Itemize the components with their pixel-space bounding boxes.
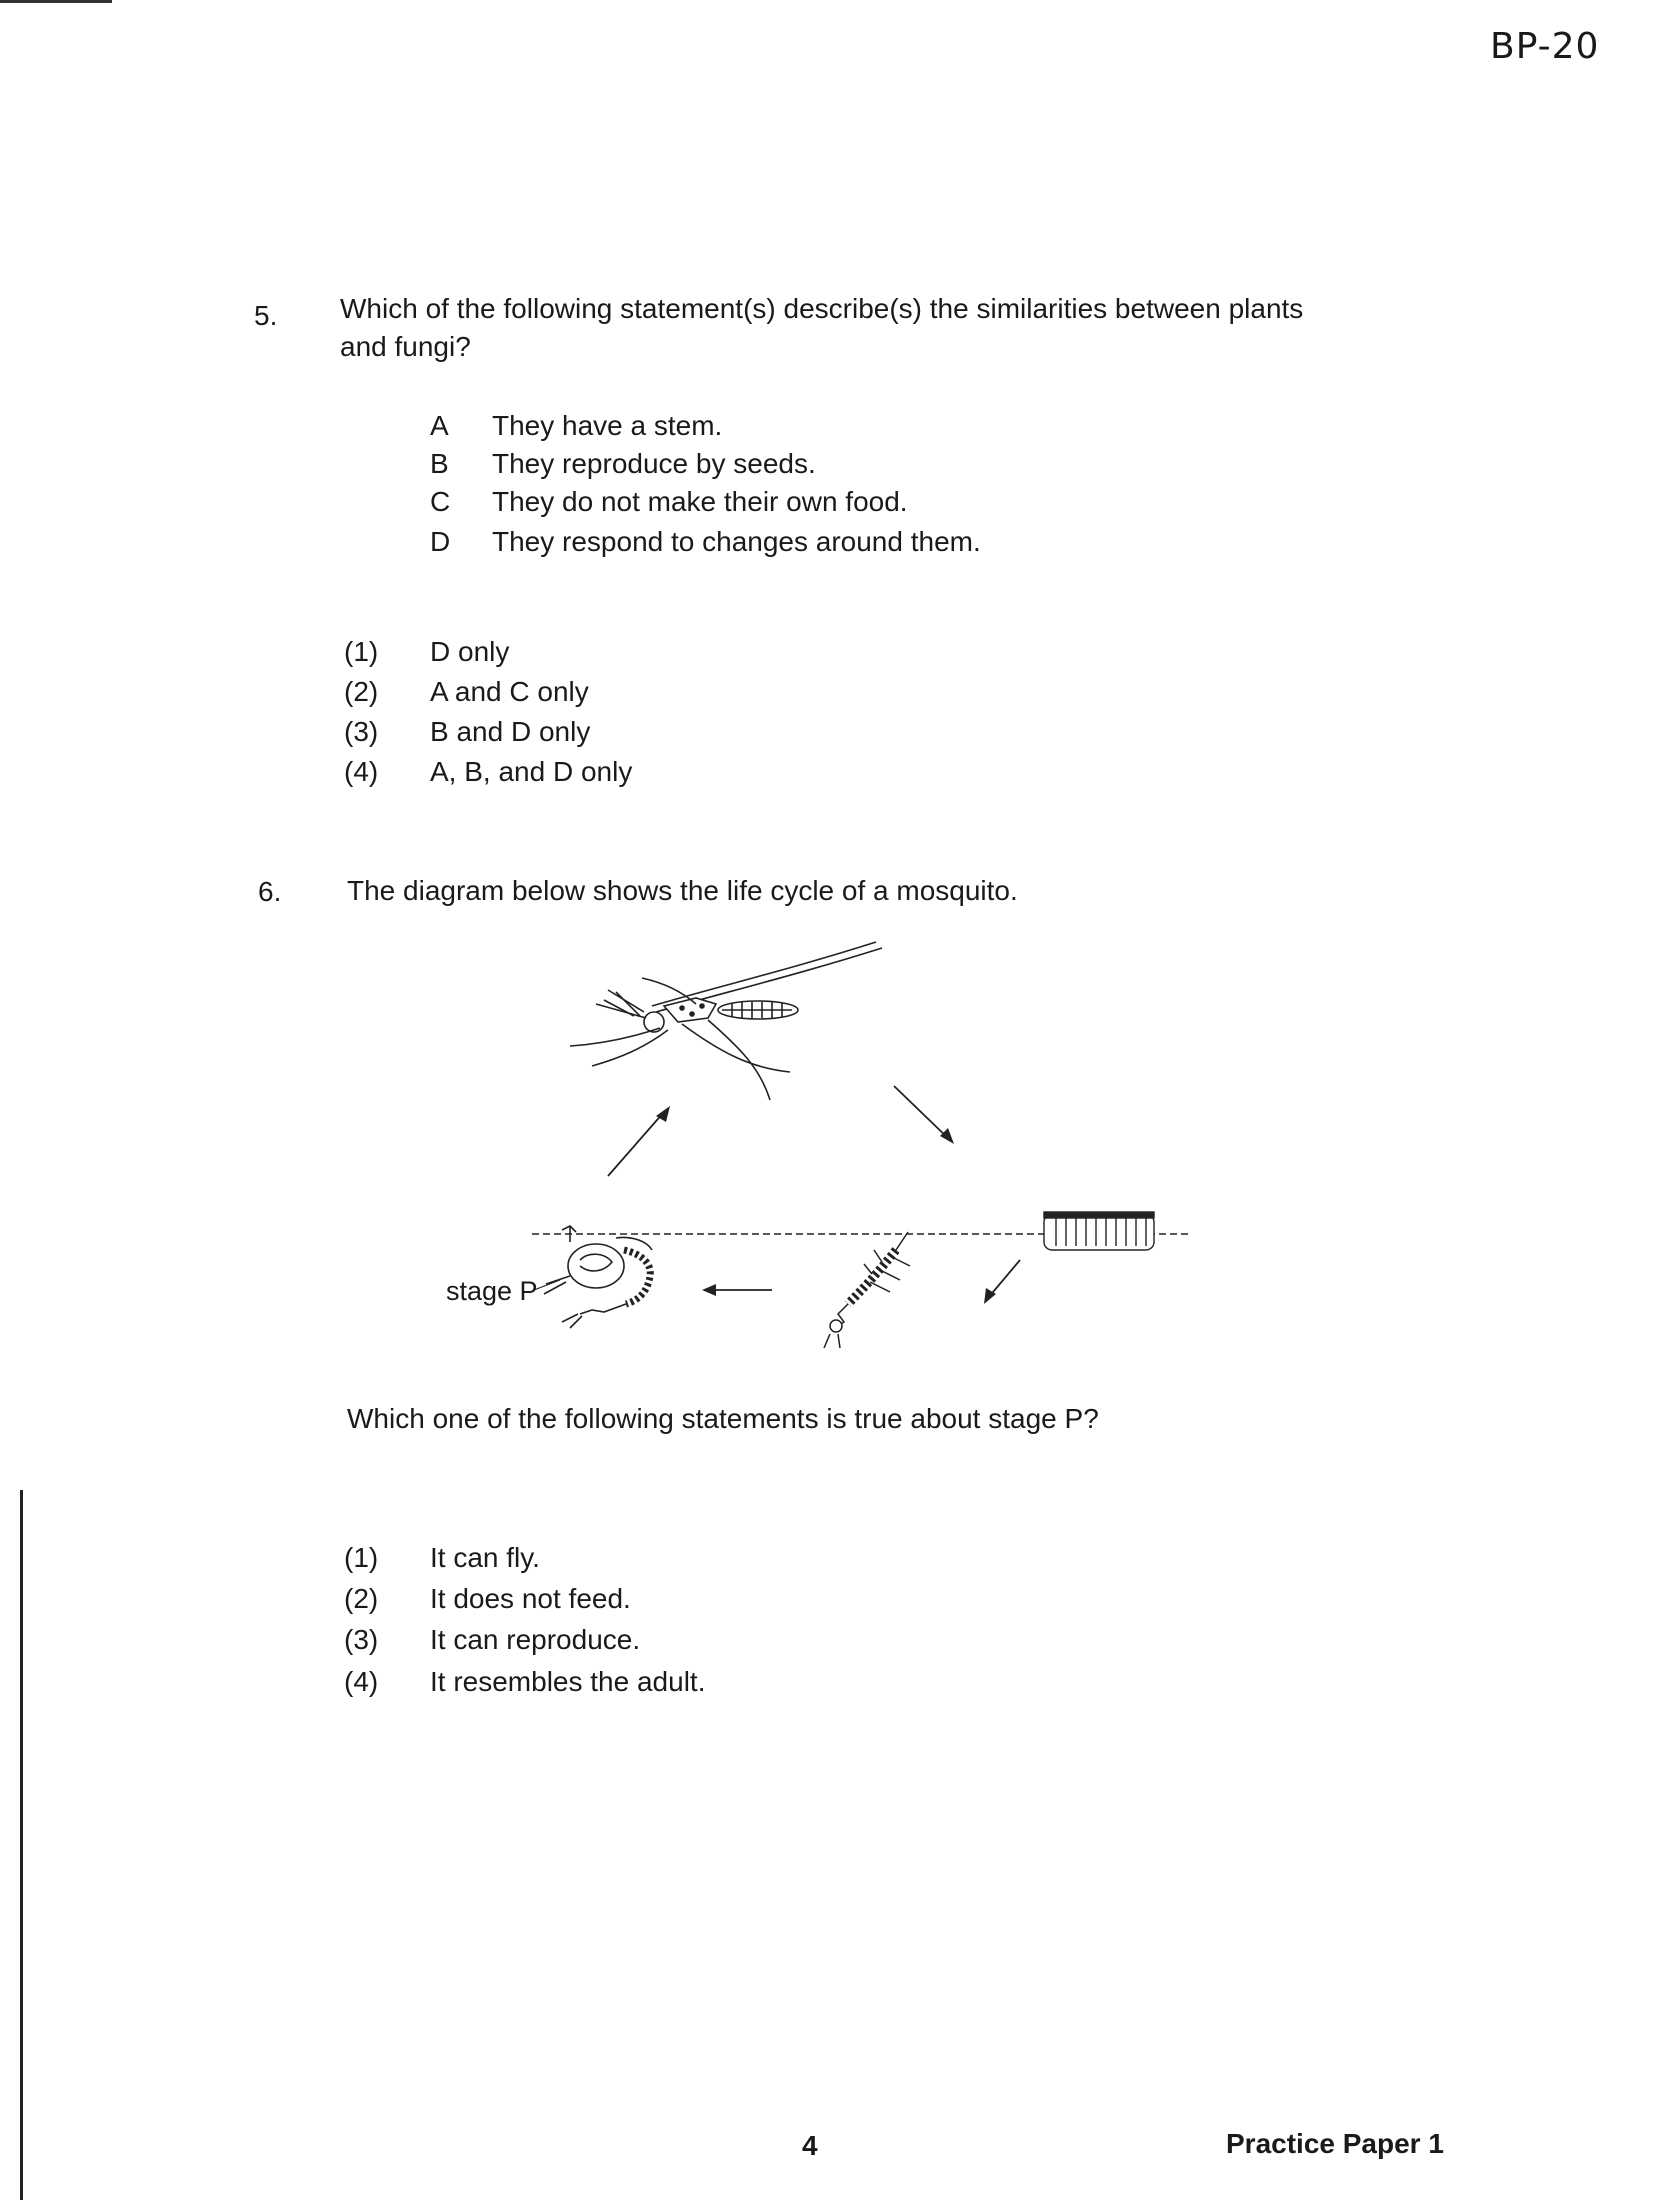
question-5-text	[340, 290, 1303, 366]
arrow-adult-to-eggs	[894, 1086, 954, 1144]
statement-letter: C	[430, 486, 451, 517]
statement-text: They have a stem.	[492, 410, 723, 441]
q5-choice-1[interactable]	[344, 636, 509, 668]
q6-choice-3[interactable]	[344, 1624, 640, 1656]
scan-edge-mark	[0, 0, 112, 3]
statement-letter: A	[430, 410, 449, 441]
statement-c	[430, 486, 908, 518]
question-6-intro: The diagram below shows the life cycle of a mosquito.	[347, 875, 1018, 906]
adult-mosquito-illustration	[570, 942, 882, 1100]
choice-text: B and D only	[430, 716, 591, 747]
page-code: BP-20	[1490, 26, 1600, 67]
question-6-number: 6.	[258, 876, 282, 907]
choice-number: (1)	[344, 1542, 379, 1573]
choice-number: (3)	[344, 1624, 379, 1655]
stage-p-label: stage P	[446, 1276, 538, 1306]
choice-number: (3)	[344, 716, 379, 747]
choice-text: It can reproduce.	[430, 1624, 641, 1655]
q5-choice-3[interactable]	[344, 716, 590, 748]
question-5-line-2: and fungi?	[340, 331, 471, 362]
statement-text: They reproduce by seeds.	[492, 448, 816, 479]
statement-d	[430, 526, 981, 558]
statement-letter: D	[430, 526, 451, 557]
q6-choice-2[interactable]	[344, 1583, 631, 1615]
pupa-stage-p-illustration	[544, 1226, 652, 1328]
q6-choice-1[interactable]	[344, 1542, 540, 1574]
statement-a	[430, 410, 722, 442]
statement-text: They respond to changes around them.	[492, 526, 981, 557]
question-6-text: Which one of the following statements is true about stage P?	[347, 1403, 1099, 1434]
page-number: 4	[802, 2130, 818, 2161]
arrow-larva-to-pupa	[702, 1284, 772, 1296]
choice-number: (1)	[344, 636, 379, 667]
choice-text: It resembles the adult.	[430, 1666, 706, 1697]
arrow-pupa-to-adult	[608, 1106, 670, 1176]
choice-number: (2)	[344, 676, 379, 707]
question-5-line-1: Which of the following statement(s) describe(s) the similarities between plants	[340, 293, 1304, 324]
q5-choice-4[interactable]	[344, 756, 632, 788]
question-5-number: 5.	[254, 300, 278, 331]
choice-text: A and C only	[430, 676, 589, 707]
q6-choice-4[interactable]	[344, 1666, 705, 1698]
arrow-eggs-to-larva	[984, 1260, 1020, 1304]
q5-choice-2[interactable]	[344, 676, 589, 708]
choice-number: (4)	[344, 1666, 379, 1697]
choice-text: D only	[430, 636, 510, 667]
choice-text: A, B, and D only	[430, 756, 633, 787]
choice-text: It does not feed.	[430, 1583, 631, 1614]
choice-text: It can fly.	[430, 1542, 540, 1573]
scan-margin-line	[20, 1490, 23, 2200]
choice-number: (4)	[344, 756, 379, 787]
choice-number: (2)	[344, 1583, 379, 1614]
stage-p-leader-line	[534, 1280, 560, 1290]
statement-letter: B	[430, 448, 449, 479]
statement-text: They do not make their own food.	[492, 486, 908, 517]
statement-b	[430, 448, 816, 480]
larva-illustration	[824, 1232, 910, 1348]
egg-raft-illustration	[1044, 1212, 1154, 1250]
paper-title: Practice Paper 1	[1226, 2128, 1444, 2159]
